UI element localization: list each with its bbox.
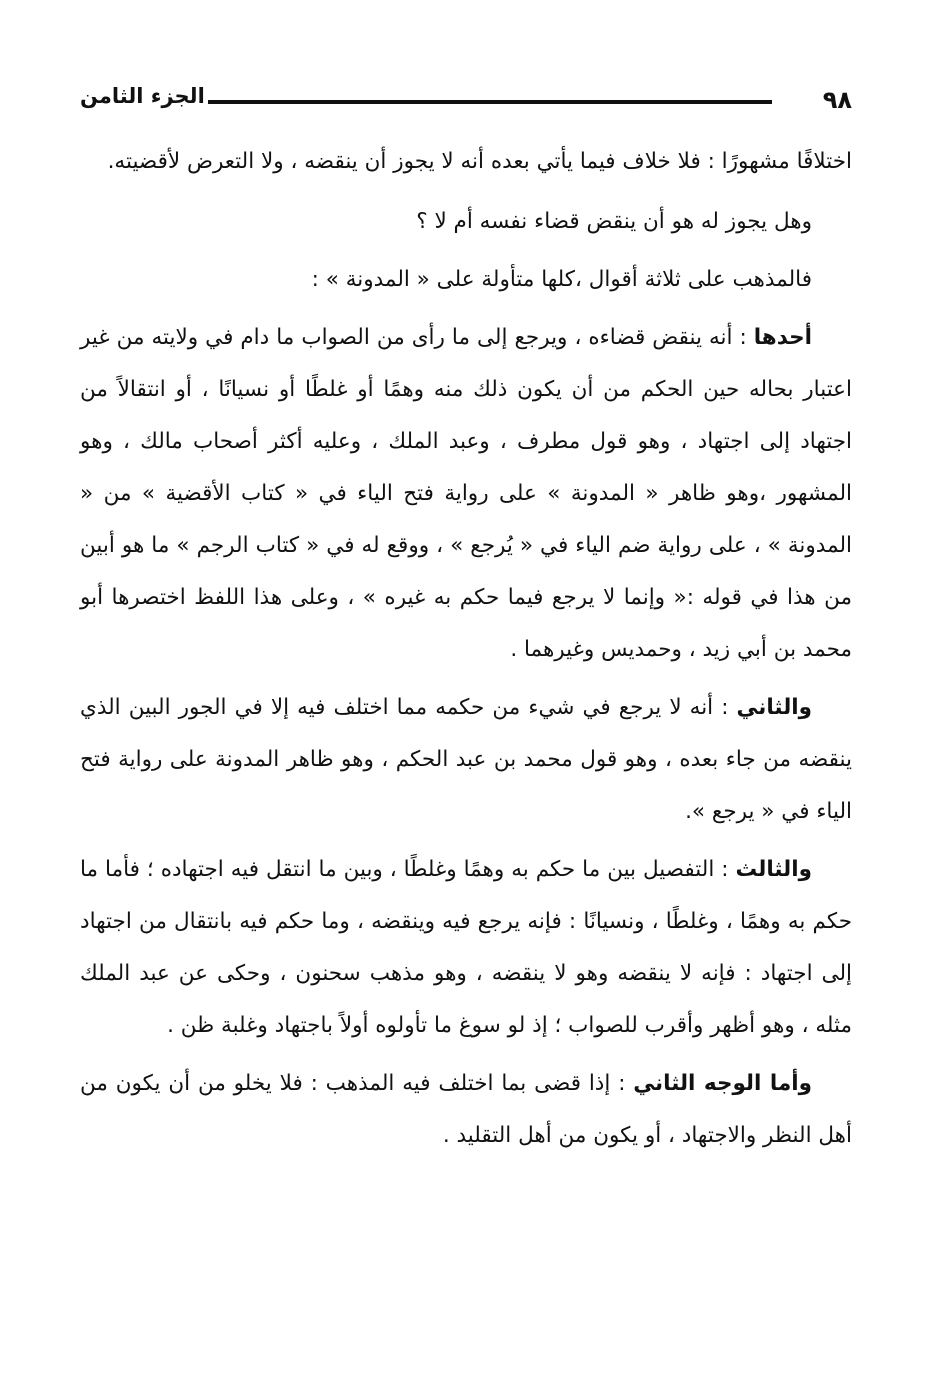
body-text [80, 136, 852, 1162]
paragraph-text: اختلافًا مشهورًا : فلا خلاف فيما يأتي بعده أنه لا يجوز أن ينقضه ، ولا التعرض لأقضيته. [107, 149, 852, 174]
page-number: ٩٨ [822, 86, 852, 114]
paragraph-lead: والثاني [736, 695, 812, 720]
paragraph-lead: أحدها [753, 325, 812, 350]
paragraph-second-aspect [80, 1058, 852, 1162]
paragraph-text: : التفصيل بين ما حكم به وهمًا وغلطًا ، وبين ما انتقل فيه اجتهاده ؛ فأما ما حكم به وهمًا ، وغلطًا ، ونسيانًا : فإنه يرجع فيه وينقضه ، وما حكم فيه بانتقال من اجتهاد إلى اجتهاد : فإنه لا ينقضه وهو لا ينقضه ، وهو مذهب سحنون ، وحكى عن عبد الملك مثله ، وهو أظهر وأقرب للصواب ؛ إذ لو سوغ ما تأولوه أولاً باجتهاد وغلبة ظن . [80, 857, 852, 1038]
header-rule [208, 100, 772, 104]
paragraph-question [80, 196, 852, 248]
paragraph-third-opinion [80, 844, 852, 1052]
paragraph-second-opinion [80, 682, 852, 838]
paragraph-text: فالمذهب على ثلاثة أقوال ،كلها متأولة على « المدونة » : [311, 267, 812, 292]
paragraph-text: وهل يجوز له هو أن ينقض قضاء نفسه أم لا ؟ [416, 209, 812, 234]
paragraph-first-opinion [80, 312, 852, 676]
paragraph-lead: والثالث [735, 857, 812, 882]
page-header [80, 82, 852, 118]
paragraph-continuation [80, 136, 852, 188]
paragraph-text: : إذا قضى بما اختلف فيه المذهب : فلا يخلو من أن يكون من أهل النظر والاجتهاد ، أو يكون من أهل التقليد . [80, 1071, 852, 1148]
paragraph-madhhab [80, 254, 852, 306]
paragraph-text: : أنه ينقض قضاءه ، ويرجع إلى ما رأى من الصواب ما دام في ولايته من غير اعتبار بحاله حين الحكم من أن يكون ذلك منه وهمًا أو غلطًا أو نسيانًا ، أو انتقالاً من اجتهاد إلى اجتهاد ، وهو قول مطرف ، وعبد الملك ، وعليه أكثر أصحاب مالك ، وهو المشهور ،وهو ظاهر « المدونة » على رواية فتح الياء في « كتاب الأقضية » من « المدونة » ، على رواية ضم الياء في « يُرجع » ، ووقع له في « كتاب الرجم » ما هو أبين من هذا في قوله :« وإنما لا يرجع فيما حكم به غيره » ، وعلى هذا اللفظ اختصرها أبو محمد بن أبي زيد ، وحمديس وغيرهما . [80, 325, 852, 662]
paragraph-lead: وأما الوجه الثاني [633, 1071, 812, 1096]
paragraph-text: : أنه لا يرجع في شيء من حكمه مما اختلف فيه إلا في الجور البين الذي ينقضه من جاء بعده ، وهو قول محمد بن عبد الحكم ، وهو ظاهر المدونة على رواية فتح الياء في « يرجع ». [80, 695, 852, 824]
part-title: الجزء الثامن [80, 84, 205, 108]
